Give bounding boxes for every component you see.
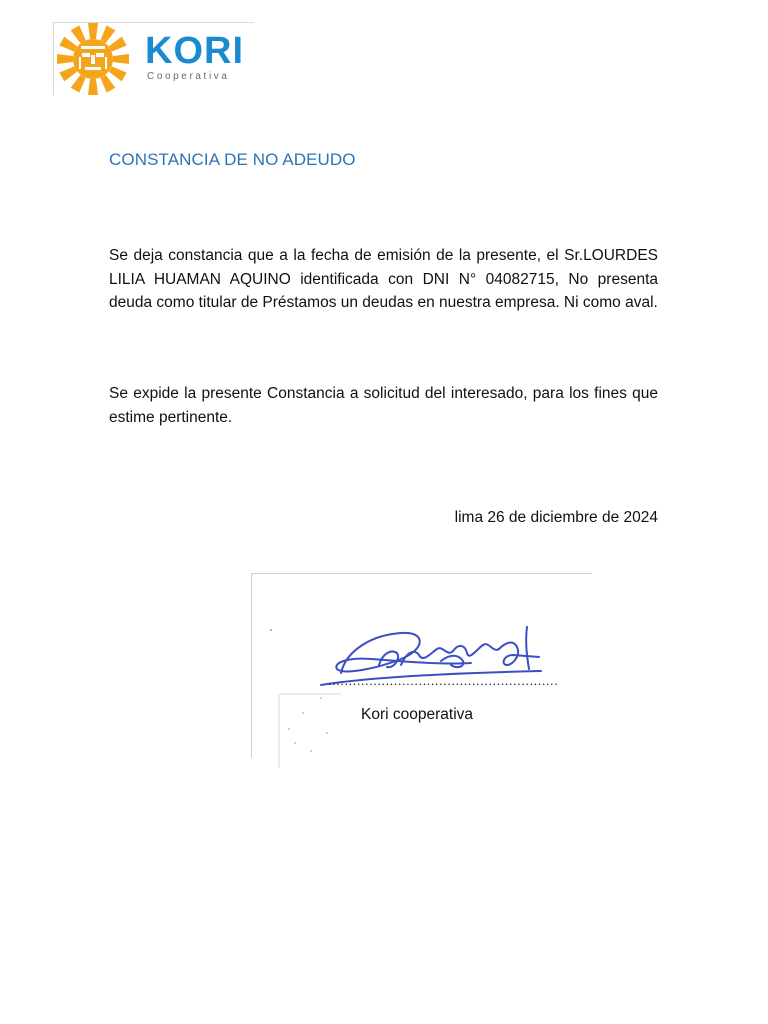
signature-label: Kori cooperativa [361, 706, 474, 723]
logo-subtitle: Cooperativa [147, 71, 230, 82]
body-paragraph-2: Se expide la presente Constancia a solicitud del interesado, para los fines que estime pertinente. [109, 385, 658, 426]
document-title: CONSTANCIA DE NO ADEUDO [109, 150, 356, 169]
handwritten-signature-icon [251, 573, 592, 768]
signature-block [251, 573, 592, 768]
sun-emblem-icon [55, 23, 131, 95]
signature-dotted-line: ........................................................ [328, 673, 559, 688]
company-logo [53, 22, 254, 95]
issue-date: lima 26 de diciembre de 2024 [454, 509, 658, 526]
logo-wordmark: KORI [145, 30, 244, 72]
body-paragraph-1: Se deja constancia que a la fecha de emisión de la presente, el Sr.LOURDES LILIA HUAMAN AQUINO identificada con DNI N° 04082715, No presenta deuda como titular de Préstamos un deudas en nuestra empresa. Ni como aval. [109, 247, 658, 311]
